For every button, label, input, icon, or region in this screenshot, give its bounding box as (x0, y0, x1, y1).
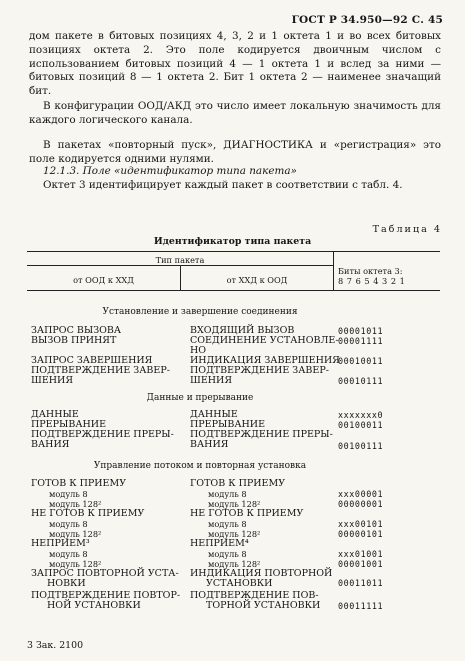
cell-line: ТОРНОЙ УСТАНОВКИ (206, 600, 321, 612)
cell-subline: модуль 8 (49, 549, 88, 559)
cell-subline: модуль 8 (208, 489, 247, 499)
table-title: Идентификатор типа пакета (153, 236, 312, 247)
header-bits: Биты октета 3: (338, 266, 403, 276)
table-cell-dte: ЗАПРОС ЗАВЕРШЕНИЯ (31, 355, 153, 366)
table-cell-dce: ВХОДЯЩИЙ ВЫЗОВ (190, 325, 295, 336)
table-cell-bits: 00001111 (338, 336, 384, 346)
cell-subline: модуль 128² (208, 499, 261, 509)
cell-subline: модуль 128² (49, 529, 102, 539)
table-cell-dte (31, 591, 180, 612)
table-cell-dce: НЕПРИЕМ⁴ (190, 538, 249, 549)
cell-line: ПОДТВЕРЖДЕНИЕ ЗАВЕР- (190, 365, 329, 376)
section-connection: Установление и завершение соединения (102, 307, 298, 317)
table-cell-dte-sub (31, 519, 88, 529)
cell-line: УСТАНОВКИ (206, 578, 273, 590)
cell-line: ШЕНИЯ (190, 375, 233, 387)
table-cell-bits: xxx01001 (338, 549, 384, 559)
section-heading-text: 12.1.3. Поле «идентификатор типа пакета» (43, 165, 297, 177)
table-cell-bits: 00000101 (338, 529, 384, 539)
cell-line: НОВКИ (47, 578, 86, 590)
header-packet-type: Тип пакета (155, 255, 205, 265)
table-cell-dte: ДАННЫЕ (31, 409, 79, 420)
cell-subline: модуль 8 (49, 519, 88, 529)
paragraph-text: В пакетах «повторный пуск», ДИАГНОСТИКА и «регистрация» это поле кодируется одними нулями. (29, 139, 441, 165)
table-cell-bits: xxx00001 (338, 489, 384, 499)
page-header: ГОСТ Р 34.950—92 С. 45 (291, 14, 443, 26)
table-cell-bits: 00000001 (338, 499, 384, 509)
table-cell-bits: 00100011 (338, 420, 384, 430)
table-cell-dte: ПРЕРЫВАНИЕ (31, 419, 107, 430)
paragraph-octet-3 (29, 179, 441, 193)
table-cell-dce-sub (190, 519, 247, 529)
cell-line: ПОДТВЕРЖДЕНИЕ ПОВТОР- (31, 590, 181, 601)
paragraph-odd-akd (29, 100, 441, 128)
header-from-dce: от ХХД к ООД (226, 275, 288, 285)
table-cell-dce: ИНДИКАЦИЯ ЗАВЕРШЕНИЯ (190, 355, 340, 366)
cell-line: ВАНИЯ (31, 439, 70, 451)
cell-line: ВАНИЯ (190, 439, 229, 451)
table-cell-dte: ВЫЗОВ ПРИНЯТ (31, 335, 117, 346)
table-cell-bits: 00100111 (338, 441, 384, 451)
cell-line: ПОДТВЕРЖДЕНИЕ ПРЕРЫ- (190, 429, 333, 440)
section-data-interrupt: Данные и прерывание (146, 393, 254, 403)
paragraph-field-continuation (29, 30, 441, 99)
cell-line: НОЙ УСТАНОВКИ (47, 600, 141, 612)
table-cell-dce-sub (190, 489, 247, 499)
header-bit-numbers: 8 7 6 5 4 3 2 1 (338, 276, 406, 286)
cell-subline: модуль 8 (208, 549, 247, 559)
table-header-bottom-rule (27, 290, 440, 291)
cell-line: НО (190, 345, 207, 357)
page-footer: 3 Зак. 2100 (27, 640, 84, 651)
table-cell-dce: ПРЕРЫВАНИЕ (190, 419, 266, 430)
table-cell-dce (190, 366, 329, 387)
table-cell-dte (31, 430, 174, 451)
cell-subline: модуль 128² (49, 559, 102, 569)
section-heading-12-1-3 (29, 165, 441, 179)
paragraph-restart-packets (29, 139, 441, 167)
paragraph-text: дом пакете в битовых позициях 4, 3, 2 и 1 октета 1 и во всех битовых позициях октета 2. Это поле кодируется двоичным числом с использованием битовых позиций 4 — 1 октета 1 и вслед за ними — битовых позиций 8 — 1 октета 2. Бит 1 октета 2 — наименее значащий бит. (29, 30, 441, 98)
header-from-dte: от ООД к ХХД (73, 275, 134, 285)
table-cell-dte: ГОТОВ К ПРИЕМУ (31, 478, 127, 489)
table-cell-dce-sub (190, 549, 247, 559)
cell-line: ШЕНИЯ (31, 375, 74, 387)
cell-subline: модуль 128² (208, 529, 261, 539)
table-cell-bits: 00011011 (338, 578, 384, 588)
table-cell-dce: ДАННЫЕ (190, 409, 238, 420)
table-cell-bits: 00001001 (338, 559, 384, 569)
cell-subline: модуль 8 (49, 489, 88, 499)
table-cell-bits: xxx00101 (338, 519, 384, 529)
cell-subline: модуль 8 (208, 519, 247, 529)
table-cell-dte (31, 569, 179, 590)
cell-subline: модуль 128² (208, 559, 261, 569)
cell-line: ПОДТВЕРЖДЕНИЕ ПРЕРЫ- (31, 429, 174, 440)
cell-subline: модуль 128² (49, 499, 102, 509)
cell-line: СОЕДИНЕНИЕ УСТАНОВЛЕ- (190, 335, 339, 346)
table-cell-dte: НЕПРИЕМ³ (31, 538, 90, 549)
table-cell-dce (190, 430, 333, 451)
table-cell-dte-sub (31, 489, 88, 499)
paragraph-text: Октет 3 идентифицирует каждый пакет в соответствии с табл. 4. (43, 179, 403, 191)
table-cell-bits: 00010111 (338, 376, 384, 386)
table-cell-bits: 00001011 (338, 326, 384, 336)
cell-line: ПОДТВЕРЖДЕНИЕ ЗАВЕР- (31, 365, 170, 376)
table-cell-bits: 00010011 (338, 356, 384, 366)
table-cell-bits: 00011111 (338, 601, 384, 611)
table-cell-dce: ГОТОВ К ПРИЕМУ (190, 478, 286, 489)
table-cell-dce (190, 336, 339, 357)
table-number: Таблица 4 (372, 224, 442, 235)
table-cell-dte (31, 366, 170, 387)
table-cell-dte: ЗАПРОС ВЫЗОВА (31, 325, 122, 336)
table-cell-dte: НЕ ГОТОВ К ПРИЕМУ (31, 508, 145, 519)
section-flow-control: Управление потоком и повторная установка (93, 461, 307, 471)
cell-line: ПОДТВЕРЖДЕНИЕ ПОВ- (190, 590, 319, 601)
table-cell-dte-sub (31, 549, 88, 559)
cell-line: ЗАПРОС ПОВТОРНОЙ УСТА- (31, 568, 179, 579)
paragraph-text: В конфигурации ООД/АКД это число имеет локальную значимость для каждого логического канала. (29, 100, 441, 126)
table-cell-dce (190, 591, 320, 612)
table-cell-dce: НЕ ГОТОВ К ПРИЕМУ (190, 508, 304, 519)
table-cell-bits: xxxxxxx0 (338, 410, 384, 420)
table-cell-dce (190, 569, 332, 590)
table-top-rule (27, 251, 440, 252)
cell-line: ИНДИКАЦИЯ ПОВТОРНОЙ (190, 568, 333, 579)
